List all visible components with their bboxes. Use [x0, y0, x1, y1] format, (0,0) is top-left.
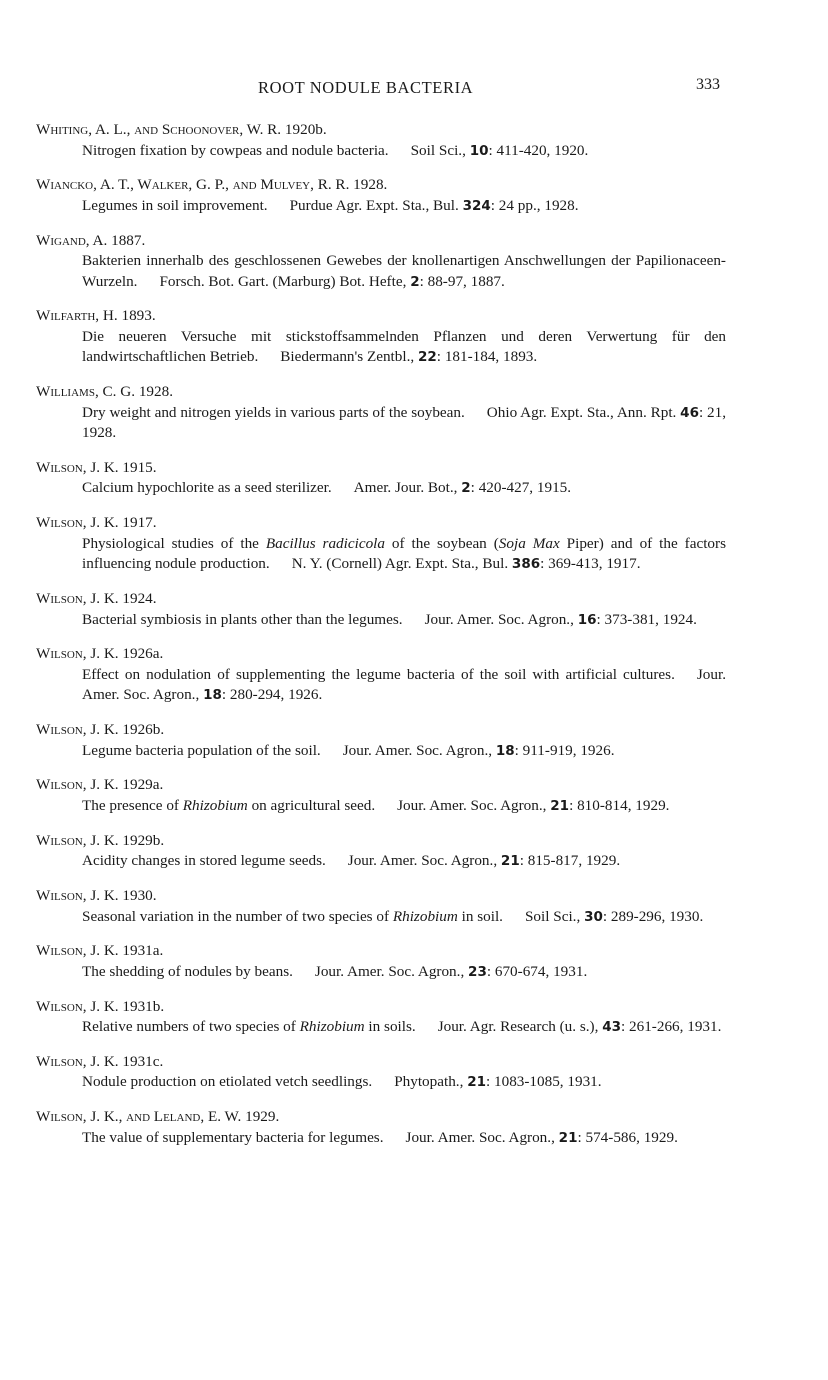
ref-source: Jour. Amer. Soc. Agron., [314, 962, 469, 980]
ref-source: Soil Sci., [524, 907, 585, 925]
reference-entry [36, 231, 726, 293]
reference-entry [36, 306, 726, 368]
ref-volume: 30 [584, 908, 603, 925]
ref-volume: 21 [558, 1129, 578, 1146]
ref-author: Wilson, J. K. [36, 942, 119, 960]
ref-pages: : 411-420, 1920. [488, 141, 589, 159]
ref-title: Acidity changes in stored legume seeds. [82, 852, 326, 870]
ref-volume: 2 [461, 480, 471, 497]
ref-pages: : 373-381, 1924. [596, 610, 697, 628]
ref-volume: 324 [462, 197, 491, 214]
ref-title: Legume bacteria population of the soil. [82, 741, 321, 759]
ref-title: Bakterien innerhalb des geschlossenen Gewebes der knollenartigen Anschwellungen der Papilionaceen-Wurzeln. [82, 252, 726, 290]
ref-title: Die neueren Versuche mit stickstoffsammelnden Pflanzen und deren Verwertung für den landwirtschaftlichen Betrieb. [82, 327, 726, 366]
ref-title: Nodule production on etiolated vetch seedlings. [82, 1073, 373, 1091]
ref-pages: : 181-184, 1893. [436, 348, 538, 366]
ref-pages: : 280-294, 1926. [221, 686, 323, 704]
ref-author: Wilson, J. K. [36, 831, 119, 849]
reference-entry [36, 513, 726, 575]
ref-title: Seasonal variation in the number of two species of [82, 907, 393, 925]
ref-year: 1926a. [122, 645, 164, 663]
reference-entry [36, 382, 726, 444]
ref-author: Wiancko, A. T., Walker, G. P., and Mulvey, R. R. [36, 176, 350, 194]
ref-author: Wilson, J. K. [36, 590, 119, 608]
ref-volume: 10 [469, 142, 489, 159]
ref-pages: : 1083-1085, 1931. [485, 1073, 602, 1091]
ref-source: Jour. Amer. Soc. Agron., [347, 852, 501, 870]
ref-volume: 2 [410, 273, 420, 290]
reference-entry [36, 644, 726, 706]
reference-entry [36, 589, 726, 630]
ref-title: The shedding of nodules by beans. [82, 962, 293, 980]
ref-year: 1917. [122, 514, 157, 532]
ref-volume: 21 [550, 797, 570, 814]
ref-author: Wilson, J. K. [36, 458, 119, 476]
ref-pages: : 21, 1928. [82, 403, 726, 442]
ref-author: Williams, C. G. [36, 383, 136, 401]
ref-title: The value of supplementary bacteria for legumes. [82, 1128, 384, 1146]
ref-year: 1931b. [122, 997, 165, 1015]
reference-entry [36, 831, 726, 872]
ref-pages: : 369-413, 1917. [540, 555, 641, 573]
ref-author-rest: W. R. [243, 121, 282, 138]
ref-author: Whiting, A. L., and Schoonover, [36, 121, 244, 138]
ref-source: Amer. Jour. Bot., [353, 479, 462, 497]
ref-author: Wilfarth, H. [36, 307, 118, 325]
reference-list [36, 120, 726, 1163]
ref-author: Wilson, J. K. [36, 887, 119, 905]
ref-source: N. Y. (Cornell) Agr. Expt. Sta., Bul. [291, 555, 512, 573]
ref-title: Physiological studies of the [82, 534, 266, 552]
ref-source: Soil Sci., [410, 141, 470, 159]
ref-year: 1928. [353, 176, 388, 194]
ref-volume: 46 [680, 404, 699, 421]
ref-pages: : 289-296, 1930. [602, 907, 704, 925]
ref-pages: : 670-674, 1931. [486, 962, 588, 980]
ref-title-italic: Rhizobium [299, 1018, 365, 1036]
ref-year: 1924. [122, 590, 157, 608]
ref-volume: 23 [468, 963, 487, 980]
ref-title: Nitrogen fixation by cowpeas and nodule bacteria. [82, 141, 389, 159]
ref-author: Wilson, J. K. [36, 721, 119, 739]
ref-source: Biedermann's Zentbl., [280, 348, 418, 366]
ref-year: 1920b. [284, 121, 327, 138]
reference-entry [36, 886, 726, 927]
ref-pages: : 810-814, 1929. [569, 796, 670, 814]
ref-source: Purdue Agr. Expt. Sta., Bul. [289, 196, 463, 214]
ref-pages: : 574-586, 1929. [577, 1128, 678, 1146]
reference-entry [36, 1052, 726, 1093]
ref-title: on agricultural seed. [247, 796, 376, 814]
ref-source: Jour. Amer. Soc. Agron., [397, 796, 551, 814]
ref-source: Forsch. Bot. Gart. (Marburg) Bot. Hefte, [159, 272, 411, 290]
ref-pages: : 420-427, 1915. [470, 479, 572, 497]
ref-volume: 22 [418, 349, 437, 366]
ref-author: Wilson, J. K. [36, 1052, 119, 1070]
ref-title: The presence of [82, 796, 183, 814]
ref-author: Wilson, J. K., and Leland, [36, 1108, 205, 1126]
ref-source: Jour. Amer. Soc. Agron., [342, 741, 496, 759]
page-number: 333 [696, 76, 720, 93]
ref-volume: 386 [511, 556, 541, 573]
ref-year: 1893. [121, 307, 156, 325]
reference-entry [36, 175, 726, 216]
ref-source: Ohio Agr. Expt. Sta., Ann. Rpt. [486, 403, 681, 421]
ref-year: 1915. [122, 458, 157, 476]
ref-year: 1930. [122, 887, 157, 905]
ref-author: Wilson, J. K. [36, 997, 119, 1015]
ref-title: Dry weight and nitrogen yields in various parts of the soybean. [82, 403, 465, 421]
ref-year: 1929. [245, 1108, 280, 1126]
ref-title-italic: Rhizobium [182, 796, 248, 814]
ref-pages: : 261-266, 1931. [621, 1018, 722, 1036]
reference-entry [36, 720, 726, 761]
ref-author: Wilson, J. K. [36, 776, 119, 794]
ref-author-rest: E. W. [204, 1108, 242, 1126]
ref-title-italic: Rhizobium [392, 907, 458, 925]
ref-title: Bacterial symbiosis in plants other than the legumes. [82, 610, 403, 628]
reference-entry [36, 458, 726, 499]
ref-title: Relative numbers of two species of [82, 1018, 300, 1036]
ref-pages: : 88-97, 1887. [419, 272, 505, 290]
reference-entry [36, 1107, 726, 1148]
ref-volume: 18 [495, 742, 515, 759]
ref-author: Wilson, J. K. [36, 645, 119, 663]
ref-year: 1931c. [122, 1052, 164, 1070]
ref-volume: 21 [467, 1074, 486, 1091]
ref-title: in soils. [364, 1018, 416, 1036]
ref-year: 1928. [138, 383, 173, 401]
ref-source: Jour. Amer. Soc. Agron., [82, 665, 726, 704]
ref-year: 1926b. [122, 721, 165, 739]
ref-author: Wigand, A. [36, 231, 108, 249]
ref-source: Phytopath., [394, 1073, 468, 1091]
reference-entry [36, 997, 726, 1038]
ref-author: Wilson, J. K. [36, 514, 119, 532]
ref-title: Legumes in soil improvement. [82, 196, 268, 214]
reference-entry [36, 120, 726, 161]
ref-year: 1929b. [122, 831, 165, 849]
ref-volume: 21 [500, 853, 520, 870]
ref-pages: : 24 pp., 1928. [490, 196, 579, 214]
page-header [0, 78, 828, 102]
ref-year: 1931a. [122, 942, 164, 960]
ref-title: of the soybean ( [384, 534, 499, 552]
reference-entry [36, 941, 726, 982]
ref-volume: 43 [602, 1019, 621, 1036]
ref-volume: 16 [577, 611, 597, 628]
ref-pages: : 911-919, 1926. [514, 741, 615, 759]
ref-volume: 18 [203, 687, 222, 704]
ref-title: Effect on nodulation of supplementing the legume bacteria of the soil with artificial cultures. [82, 665, 675, 683]
ref-pages: : 815-817, 1929. [519, 852, 621, 870]
ref-title: Calcium hypochlorite as a seed sterilizer. [82, 479, 332, 497]
ref-title: Piper) and of the factors influencing nodule production. [82, 534, 726, 573]
ref-title: in soil. [457, 907, 503, 925]
ref-source: Jour. Amer. Soc. Agron., [424, 610, 578, 628]
ref-title-italic: Soja Max [498, 534, 560, 552]
running-title: ROOT NODULE BACTERIA [258, 78, 474, 97]
ref-source: Jour. Agr. Research (u. s.), [437, 1018, 603, 1036]
ref-year: 1887. [111, 231, 146, 249]
ref-title-italic: Bacillus radicicola [265, 534, 385, 552]
ref-year: 1929a. [122, 776, 164, 794]
reference-entry [36, 775, 726, 816]
ref-source: Jour. Amer. Soc. Agron., [405, 1128, 559, 1146]
